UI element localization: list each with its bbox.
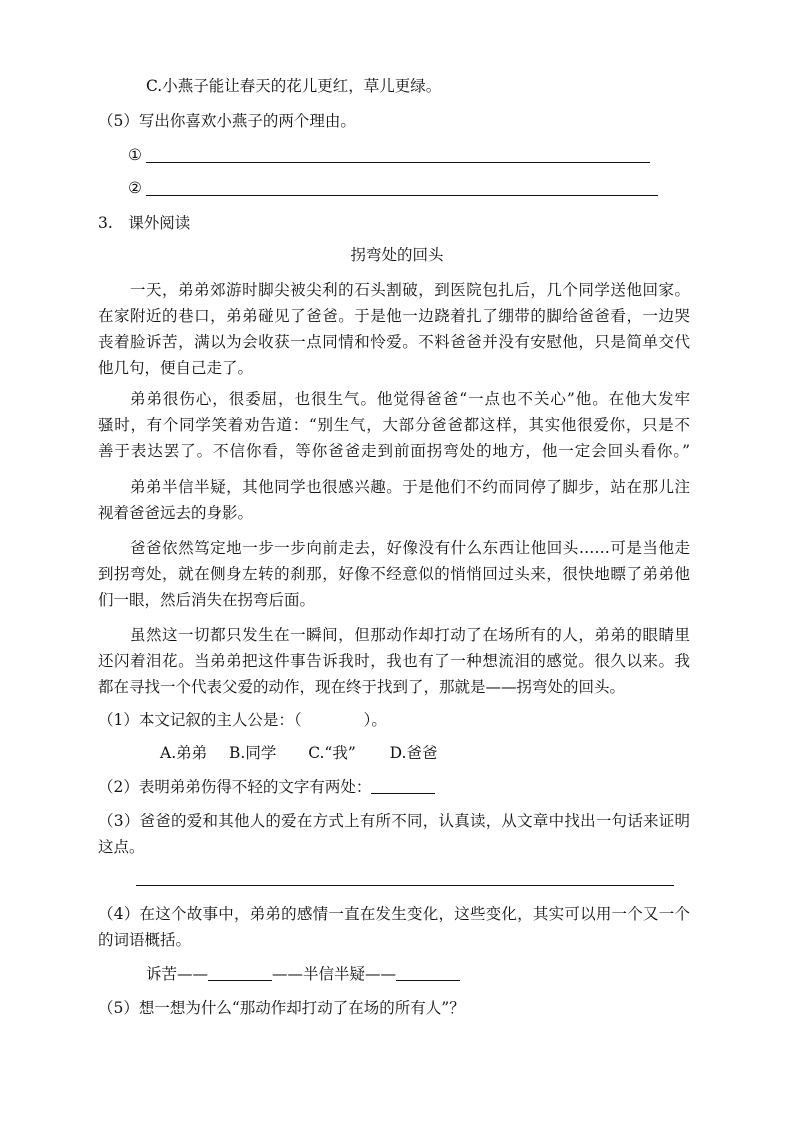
question-3: （3）爸爸的爱和其他人的爱在方式上有所不同，认真读，从文章中找出一句话来证明 [98,812,690,830]
passage-line: 虽然这一切都只发生在一瞬间，但那动作却打动了在场所有的人，弟弟的眼睛里 [130,626,690,644]
passage-line: 弟弟半信半疑，其他同学也很感兴趣。于是他们不约而同停了脚步，站在那儿注 [130,478,690,496]
passage-line: 还闪着泪花。当弟弟把这件事告诉我时，我也有了一种想流泪的感觉。很久以来。我 [98,652,690,670]
passage-line: 视着爸爸远去的身影。 [98,504,254,522]
answer-blank[interactable] [371,779,435,794]
option-c: C.小燕子能让春天的花儿更红，草儿更绿。 [146,77,442,95]
answer-line-1[interactable] [146,162,650,163]
answer-blank[interactable] [396,966,460,981]
passage-line: 都在寻找一个代表父爱的动作，现在终于找到了，那就是——拐弯处的回头。 [98,678,626,696]
passage-line: 一天，弟弟郊游时脚尖被尖利的石头割破，到医院包扎后，几个同学送他回家。 [130,281,690,299]
answer-mark-2: ② [128,179,142,197]
question-1-options [160,746,437,762]
option-c[interactable]: C.“我” [308,744,356,762]
answer-mark-1: ① [128,146,142,164]
passage-title: 拐弯处的回头 [350,246,444,264]
option-d[interactable]: D.爸爸 [389,744,438,762]
question-4-cont: 的词语概括。 [98,931,192,949]
passage-line: 在家附近的巷口，弟弟碰见了爸爸。于是他一边跷着扎了绷带的脚给爸爸看，一边哭 [98,307,690,325]
passage-line: 丧着脸诉苦，满以为会收获一点同情和怜爱。不料爸爸并没有安慰他，只是简单交代 [98,333,690,351]
passage-line: 爸爸依然笃定地一步一步向前走去，好像没有什么东西让他回头……可是当他走 [130,539,690,557]
question-1: （1）本文记叙的主人公是：（ ）。 [98,711,387,729]
passage-line: 们一眼，然后消失在拐弯后面。 [98,591,316,609]
answer-line-2[interactable] [146,195,658,196]
option-b[interactable]: B.同学 [229,744,277,762]
answer-line-3[interactable] [136,885,674,886]
question-2: （2）表明弟弟伤得不轻的文字有两处： [98,779,435,796]
question-5: （5）想一想为什么“那动作却打动了在场的所有人”？ [98,999,465,1017]
passage-line: 善于表达罢了。不信你看，等你爸爸走到前面拐弯处的地方，他一定会回头看你。” [98,442,690,460]
passage-line: 到拐弯处，就在侧身左转的刹那，好像不经意似的悄悄回过头来，很快地瞟了弟弟他 [98,565,690,583]
question-5-prompt: （5）写出你喜欢小燕子的两个理由。 [98,112,356,130]
section-heading: 3. 课外阅读 [98,214,191,232]
passage-line: 他几句，便自己走了。 [98,359,254,377]
option-a[interactable]: A.弟弟 [160,744,208,762]
passage-line: 骚时，有个同学笑着劝告道：“别生气，大部分爸爸都这样，其实他很爱你，只是不 [98,416,690,434]
emotion-chain: 诉苦—— ——半信半疑—— [146,966,460,983]
passage-line: 弟弟很伤心，很委屈，也很生气。他觉得爸爸“一点也不关心”他。在他大发牢 [130,390,690,408]
question-4: （4）在这个故事中，弟弟的感情一直在发生变化，这些变化，其实可以用一个又一个 [98,905,690,923]
answer-blank[interactable] [208,966,272,981]
question-3-cont: 这点。 [98,838,145,856]
